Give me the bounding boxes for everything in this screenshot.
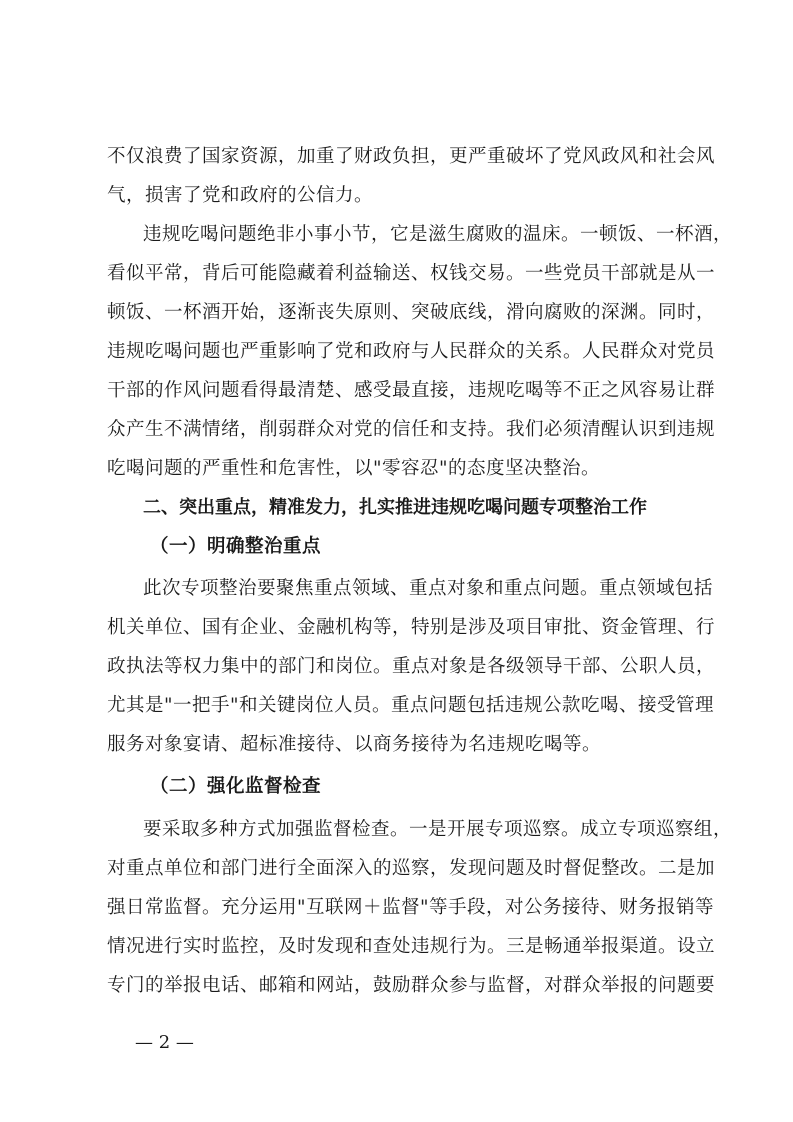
body-text-line: 众产生不满情绪，削弱群众对党的信任和支持。我们必须清醒认识到违规 <box>107 419 716 440</box>
subsection-heading: （二）强化监督检查 <box>150 776 322 797</box>
section-heading: 二、突出重点，精准发力，扎实推进违规吃喝问题专项整治工作 <box>143 497 647 518</box>
body-text-line: 看似平常，背后可能隐藏着利益输送、权钱交易。一些党员干部就是从一 <box>107 263 716 284</box>
subsection-heading: （一）明确整治重点 <box>150 536 322 557</box>
body-text-line: 顿饭、一杯酒开始，逐渐丧失原则、突破底线，滑向腐败的深渊。同时， <box>107 302 716 323</box>
paragraph-first-line: 要采取多种方式加强监督检查。一是开展专项巡察。成立专项巡察组， <box>143 819 733 840</box>
body-text-line: 不仅浪费了国家资源，加重了财政负担，更严重破坏了党风政风和社会风 <box>107 146 716 167</box>
body-text-line: 吃喝问题的严重性和危害性，以"零容忍"的态度坚决整治。 <box>107 458 601 479</box>
body-text-line: 情况进行实时监控，及时发现和查处违规行为。三是畅通举报渠道。设立 <box>107 936 716 957</box>
body-text-line: 专门的举报电话、邮箱和网站，鼓励群众参与监督，对群众举报的问题要 <box>107 975 716 996</box>
body-text-line: 政执法等权力集中的部门和岗位。重点对象是各级领导干部、公职人员， <box>107 656 716 677</box>
body-text-line: 尤其是"一把手"和关键岗位人员。重点问题包括违规公款吃喝、接受管理 <box>107 695 715 716</box>
page-number: — 2 — <box>135 1032 194 1053</box>
body-text-line: 机关单位、国有企业、金融机构等，特别是涉及项目审批、资金管理、行 <box>107 617 716 638</box>
body-text-line: 气，损害了党和政府的公信力。 <box>107 185 374 206</box>
body-text-line: 强日常监督。充分运用"互联网＋监督"等手段，对公务接待、财务报销等 <box>107 897 715 918</box>
paragraph-first-line: 此次专项整治要聚焦重点领域、重点对象和重点问题。重点领域包括 <box>143 578 714 599</box>
paragraph-first-line: 违规吃喝问题绝非小事小节，它是滋生腐败的温床。一顿饭、一杯酒， <box>143 224 733 245</box>
body-text-line: 对重点单位和部门进行全面深入的巡察，发现问题及时督促整改。二是加 <box>107 858 716 879</box>
body-text-line: 干部的作风问题看得最清楚、感受最直接，违规吃喝等不正之风容易让群 <box>107 380 716 401</box>
body-text-line: 服务对象宴请、超标准接待、以商务接待为名违规吃喝等。 <box>107 734 602 755</box>
body-text-line: 违规吃喝问题也严重影响了党和政府与人民群众的关系。人民群众对党员 <box>107 341 716 362</box>
